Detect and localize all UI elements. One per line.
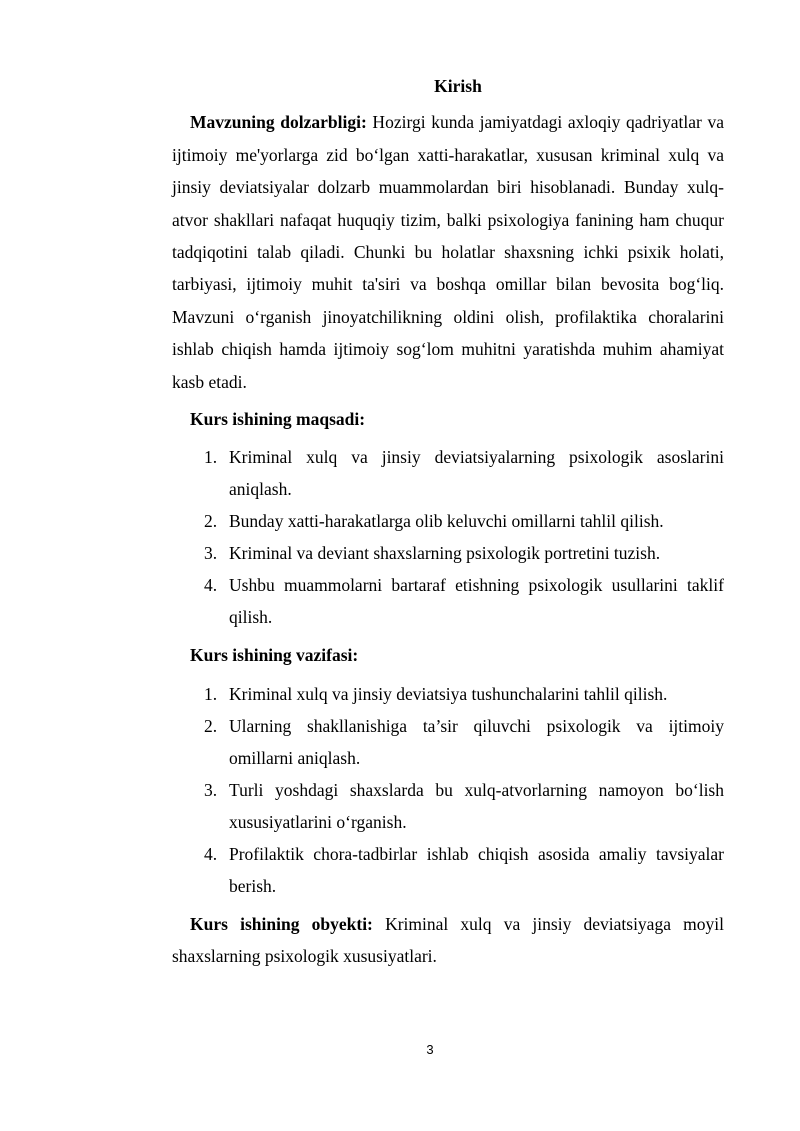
relevance-label: Mavzuning dolzarbligi:: [190, 112, 367, 133]
list-item-text: Bunday xatti-harakatlarga olib keluvchi omillarni tahlil qilish.: [229, 511, 664, 532]
object-label: Kurs ishining obyekti:: [190, 913, 373, 934]
list-item-text: Kriminal va deviant shaxslarning psixologik portretini tuzish.: [229, 543, 661, 564]
list-item-number: 4.: [204, 575, 218, 596]
section-title: Kirish: [434, 76, 482, 96]
list-item-text: Kriminal xulq va jinsiy deviatsiyalarning psixologik asoslarini aniqlash.: [229, 447, 724, 500]
list-item: [204, 710, 724, 774]
list-item: [204, 505, 724, 537]
list-item-number: 3.: [204, 543, 218, 564]
list-item-number: 1.: [204, 683, 218, 704]
list-item-number: 2.: [204, 715, 218, 736]
page-number: 3: [426, 1042, 434, 1057]
list-item-text: Kriminal xulq va jinsiy deviatsiya tushunchalarini tahlil qilish.: [229, 683, 668, 704]
relevance-paragraph: [172, 106, 724, 398]
list-item: [204, 537, 724, 569]
list-item: [204, 441, 724, 505]
goal-heading: Kurs ishining maqsadi:: [190, 409, 366, 430]
list-item-number: 4.: [204, 843, 218, 864]
goal-list: [172, 441, 724, 633]
list-item: [204, 774, 724, 838]
object-paragraph: [172, 908, 724, 973]
list-item-text: Turli yoshdagi shaxslarda bu xulq-atvorlarning namoyon boʻlish xususiyatlarini oʻrganish.: [229, 779, 724, 832]
document-page: [172, 70, 724, 978]
tasks-list: [172, 678, 724, 902]
list-item-number: 3.: [204, 779, 218, 800]
list-item-text: Profilaktik chora-tadbirlar ishlab chiqish asosida amaliy tavsiyalar berish.: [229, 843, 724, 896]
tasks-heading: Kurs ishining vazifasi:: [190, 645, 359, 666]
relevance-text: Hozirgi kunda jamiyatdagi axloqiy qadriyatlar va ijtimoiy me'yorlarga zid boʻlgan xatti-harakatlar, xususan kriminal xulq va jinsiy deviatsiyalar dolzarb muammolardan biri hisoblanadi. Bunday xulq-atvor shakllari nafaqat huquqiy tizim, balki psixologiya fanining ham chuqur tadqiqotini talab qiladi. Chunki bu holatlar shaxsning ichki psixik holati, tarbiyasi, ijtimoiy muhit ta'siri va boshqa omillar bilan bevosita bogʻliq. Mavzuni oʻrganish jinoyatchilikning oldini olish, profilaktika choralarini ishlab chiqish hamda ijtimoiy sogʻlom muhitni yaratishda muhim ahamiyat kasb etadi.: [172, 112, 725, 392]
object-text: Kriminal xulq va jinsiy deviatsiyaga moyil shaxslarning psixologik xususiyatlari.: [172, 913, 724, 967]
list-item: [204, 569, 724, 633]
list-item-text: Ularning shakllanishiga ta’sir qiluvchi psixologik va ijtimoiy omillarni aniqlash.: [229, 715, 724, 768]
list-item: [204, 838, 724, 902]
list-item-text: Ushbu muammolarni bartaraf etishning psixologik usullarini taklif qilish.: [229, 575, 724, 628]
list-item-number: 1.: [204, 447, 218, 468]
list-item-number: 2.: [204, 511, 218, 532]
list-item: [204, 678, 724, 710]
